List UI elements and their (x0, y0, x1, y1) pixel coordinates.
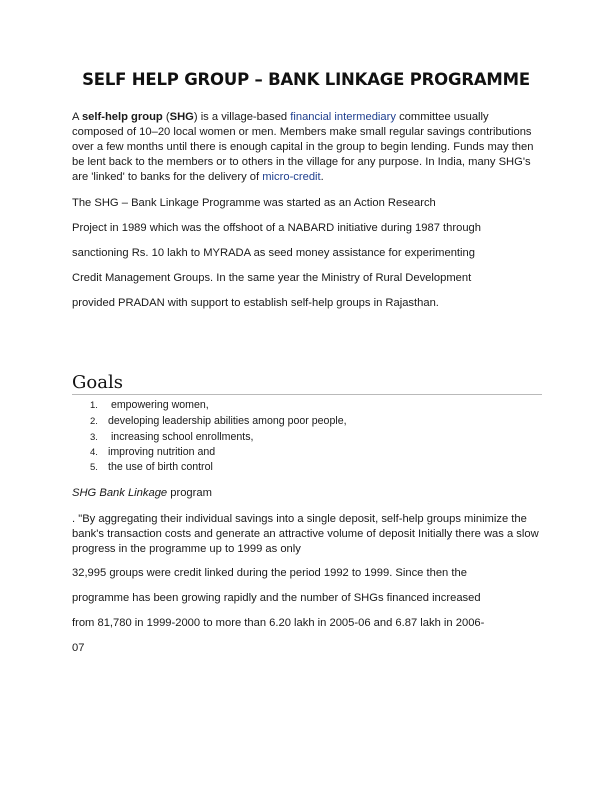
micro-credit-link[interactable]: micro-credit (262, 171, 321, 183)
heading-divider (72, 394, 542, 395)
goal-number: 2. (90, 416, 98, 427)
goal-text: empowering women, (108, 399, 209, 411)
intro-text: ) is a village-based (193, 111, 291, 123)
goal-text: increasing school enrollments, (108, 431, 254, 443)
goal-number: 3. (90, 432, 98, 443)
intro-bold-abbr: SHG (169, 111, 194, 123)
goal-item (90, 461, 213, 473)
goal-item (90, 399, 209, 411)
intro-text: committee usually composed of 10–20 local women or men. Members make small regular savings contributions over a few months until there is enough capital in the group to begin lending. Funds may then be lent back to the members or to others in the village for any purpose. In India, many SHG's are 'linked' to banks for the delivery of (72, 111, 534, 183)
intro-text: . (320, 171, 324, 183)
goal-item (90, 431, 253, 443)
goal-text: improving nutrition and (108, 446, 216, 458)
intro-bold-term: self-help group (81, 111, 163, 123)
program-label-italic: SHG Bank Linkage (72, 487, 168, 499)
program-label (72, 487, 212, 499)
goals-heading: Goals (72, 372, 123, 393)
program-label-rest: program (167, 487, 212, 499)
goal-text: the use of birth control (108, 461, 213, 473)
stats-line: 32,995 groups were credit linked during the period 1992 to 1999. Since then the (72, 567, 467, 579)
financial-intermediary-link[interactable]: financial intermediary (290, 111, 396, 123)
goal-item (90, 415, 347, 427)
goal-number: 1. (90, 400, 98, 411)
quote-paragraph: . "By aggregating their individual savings into a single deposit, self-help groups minimize the bank's transaction costs and generate an attractive volume of deposit Initially there was a slow progress in the programme up to 1999 as only (72, 513, 539, 555)
history-line: sanctioning Rs. 10 lakh to MYRADA as seed money assistance for experimenting (72, 247, 475, 259)
history-line: Project in 1989 which was the offshoot of a NABARD initiative during 1987 through (72, 222, 481, 234)
goal-number: 5. (90, 462, 98, 473)
history-line: Credit Management Groups. In the same year the Ministry of Rural Development (72, 272, 472, 284)
stats-line: 07 (72, 642, 85, 654)
intro-paragraph (72, 110, 542, 185)
goal-item (90, 446, 215, 458)
page-title: SELF HELP GROUP – BANK LINKAGE PROGRAMME (82, 70, 530, 89)
intro-text: ( (162, 111, 170, 123)
intro-text: A (72, 111, 82, 123)
history-line: The SHG – Bank Linkage Programme was started as an Action Research (72, 197, 436, 209)
history-line: provided PRADAN with support to establish self-help groups in Rajasthan. (72, 297, 439, 309)
stats-line: programme has been growing rapidly and the number of SHGs financed increased (72, 592, 481, 604)
stats-line: from 81,780 in 1999-2000 to more than 6.20 lakh in 2005-06 and 6.87 lakh in 2006- (72, 617, 485, 629)
goal-text: developing leadership abilities among poor people, (108, 415, 347, 427)
goal-number: 4. (90, 447, 98, 458)
